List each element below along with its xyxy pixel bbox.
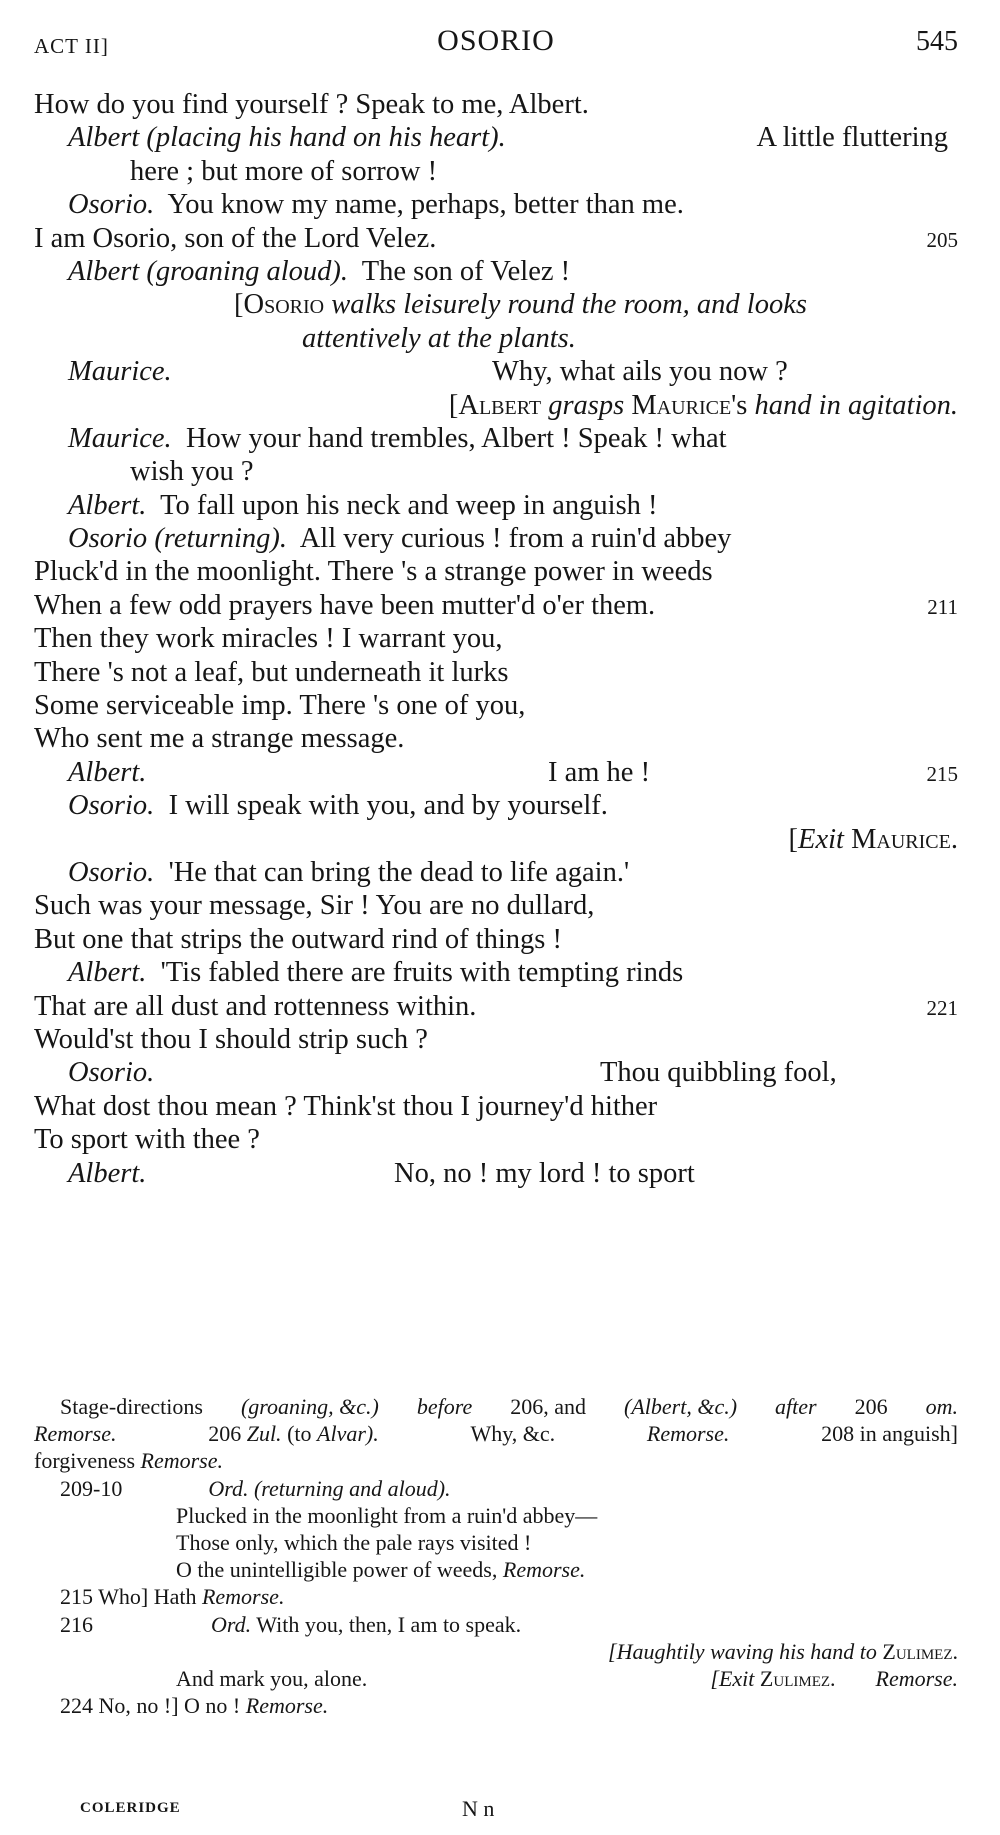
stage-direction-line: attentively at the plants. bbox=[302, 322, 576, 354]
note-line: Those only, which the pale rays visited ! bbox=[176, 1529, 532, 1555]
textual-notes bbox=[34, 1393, 958, 1719]
verse-line: What dost thou mean ? Think'st thou I journey'd hither bbox=[34, 1090, 658, 1122]
play-text bbox=[34, 88, 958, 1190]
line-number: 211 bbox=[927, 594, 958, 619]
speaker-name: Albert. bbox=[68, 489, 147, 521]
stage-direction: (groaning aloud). bbox=[146, 255, 348, 287]
verse-line: Such was your message, Sir ! You are no dullard, bbox=[34, 890, 595, 922]
note-line: O the unintelligible power of weeds, Remorse. bbox=[176, 1557, 586, 1583]
note-line: 216 Ord. With you, then, I am to speak. bbox=[60, 1611, 522, 1637]
page-number: 545 bbox=[916, 26, 958, 57]
speaker-name: Albert bbox=[68, 255, 140, 287]
line-number: 205 bbox=[926, 227, 958, 252]
speaker-name: Albert. bbox=[68, 756, 147, 788]
speaker-name: Maurice bbox=[631, 389, 732, 421]
verse-line: But one that strips the outward rind of things ! bbox=[34, 923, 562, 955]
page-title: OSORIO bbox=[437, 24, 555, 57]
verse-line: Pluck'd in the moonlight. There 's a strange power in weeds bbox=[34, 556, 713, 588]
speaker-name: Osorio. bbox=[68, 790, 155, 822]
verse-line: Then they work miracles ! I warrant you, bbox=[34, 623, 503, 655]
note-line: Plucked in the moonlight from a ruin'd abbey— bbox=[176, 1502, 598, 1528]
verse-line: Osorio (returning). All very curious ! from a ruin'd abbey bbox=[68, 523, 732, 555]
verse-line: Who sent me a strange message. bbox=[34, 723, 405, 755]
printer-signature: N n bbox=[462, 1796, 495, 1821]
verse-line: How do you find yourself ? Speak to me, Albert. bbox=[34, 89, 589, 120]
verse-line: Osorio. Thou quibbling fool, bbox=[68, 1057, 837, 1089]
stage-direction-line: [Albert grasps Maurice's hand in agitation. bbox=[448, 389, 958, 421]
note-line: Remorse. 206 Zul. (to Alvar). Why, &c. Remorse. 208 in anguish] bbox=[34, 1421, 958, 1447]
act-marker: ACT II] bbox=[34, 34, 109, 58]
verse-line: When a few odd prayers have been mutter'd o'er them. 211 bbox=[34, 589, 958, 622]
verse-line: Albert (placing his hand on his heart). A little fluttering bbox=[68, 122, 948, 154]
note-line: 224 No, no !] O no ! Remorse. bbox=[60, 1693, 329, 1719]
stage-direction: (placing his hand on his heart). bbox=[146, 122, 506, 154]
verse-line: Albert. No, no ! my lord ! to sport bbox=[68, 1157, 695, 1189]
note-line: Stage-directions (groaning, &c.) before 206, and (Albert, &c.) after 206 om. bbox=[60, 1394, 958, 1419]
speaker-name: Maurice. bbox=[68, 422, 172, 454]
stage-direction-line: [Exit Maurice. bbox=[788, 823, 958, 855]
speaker-name: Osorio. bbox=[68, 1057, 155, 1089]
speaker-name: Albert. bbox=[68, 1157, 147, 1189]
note-line: And mark you, alone. [Exit Zulimez. Remorse. bbox=[176, 1665, 958, 1691]
verse-line: Albert. I am he ! 215 bbox=[34, 756, 958, 789]
speaker-name: Osorio bbox=[68, 523, 148, 555]
speaker-name: Albert. bbox=[68, 957, 147, 989]
stage-direction: (returning). bbox=[154, 523, 288, 555]
verse-line: Albert. 'Tis fabled there are fruits with tempting rinds bbox=[68, 957, 684, 989]
verse-line: Maurice. Why, what ails you now ? bbox=[68, 356, 788, 388]
verse-line: wish you ? bbox=[130, 456, 254, 488]
line-number: 215 bbox=[926, 761, 958, 786]
verse-line: Would'st thou I should strip such ? bbox=[34, 1023, 428, 1055]
speaker-name: Albert bbox=[68, 122, 140, 154]
verse-line: That are all dust and rottenness within. 221 bbox=[34, 990, 958, 1023]
verse-line: To sport with thee ? bbox=[34, 1124, 260, 1156]
note-line: forgiveness Remorse. bbox=[34, 1448, 224, 1474]
note-line: [Haughtily waving his hand to Zulimez. bbox=[608, 1638, 958, 1664]
speaker-name: Albert bbox=[458, 389, 542, 421]
stage-direction-line: [Osorio walks leisurely round the room, and looks bbox=[234, 289, 807, 321]
verse-line: Albert (groaning aloud). The son of Velez ! bbox=[68, 255, 571, 287]
speaker-name: Maurice. bbox=[68, 356, 172, 388]
speaker-name: Osorio bbox=[243, 289, 325, 321]
speaker-name: Osorio. bbox=[68, 189, 155, 221]
verse-line: I am Osorio, son of the Lord Velez. 205 bbox=[34, 222, 958, 255]
verse-line: Maurice. How your hand trembles, Albert ! Speak ! what bbox=[68, 422, 727, 454]
verse-line: There 's not a leaf, but underneath it lurks bbox=[34, 656, 509, 688]
verse-line: Some serviceable imp. There 's one of you, bbox=[34, 690, 526, 722]
page-footer bbox=[80, 1796, 680, 1826]
note-line: 209-10 Ord. (returning and aloud). bbox=[60, 1475, 451, 1501]
note-line: 215 Who] Hath Remorse. bbox=[60, 1584, 285, 1610]
speaker-name: Osorio. bbox=[68, 856, 155, 888]
verse-line: Osorio. I will speak with you, and by yourself. bbox=[68, 790, 608, 822]
speaker-name: Maurice. bbox=[851, 823, 958, 855]
verse-line: Osorio. 'He that can bring the dead to life again.' bbox=[68, 856, 630, 888]
verse-line: Albert. To fall upon his neck and weep in anguish ! bbox=[68, 489, 658, 521]
verse-line: here ; but more of sorrow ! bbox=[130, 155, 438, 187]
line-number: 221 bbox=[926, 995, 958, 1020]
author-signature: COLERIDGE bbox=[80, 1800, 181, 1816]
verse-line: Osorio. You know my name, perhaps, better than me. bbox=[68, 189, 684, 221]
running-head bbox=[34, 24, 958, 64]
